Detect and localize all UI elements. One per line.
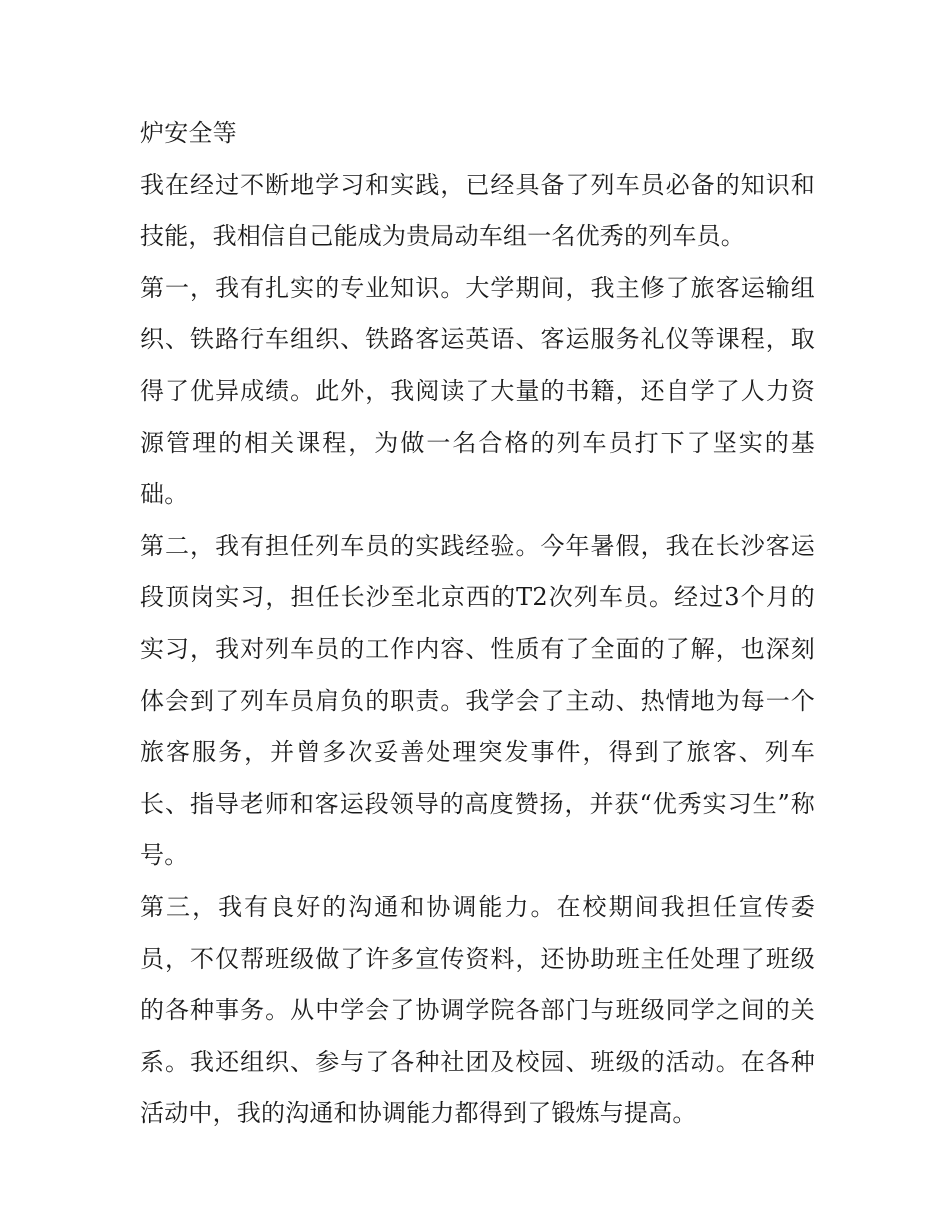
paragraph-first-point: 第一，我有扎实的专业知识。大学期间，我主修了旅客运输组织、铁路行车组织、铁路客运英语、客运服务礼仪等课程，取得了优异成绩。此外，我阅读了大量的书籍，还自学了人力资源管理的相关课程，为做一名合格的列车员打下了坚实的基础。 bbox=[140, 273, 815, 509]
paragraph-continuation: 炉安全等 bbox=[140, 119, 237, 147]
document-body bbox=[140, 108, 815, 1140]
paragraph-third-point: 第三，我有良好的沟通和协调能力。在校期间我担任宣传委员，不仅帮班级做了许多宣传资料，还协助班主任处理了班级的各种事务。从中学会了协调学院各部门与班级同学之间的关系。我还组织、参与了各种社团及校园、班级的活动。在各种活动中，我的沟通和协调能力都得到了锻炼与提高。 bbox=[140, 892, 815, 1128]
paragraph-second-point: 第二，我有担任列车员的实践经验。今年暑假，我在长沙客运段顶岗实习，担任长沙至北京西的T2次列车员。经过3个月的实习，我对列车员的工作内容、性质有了全面的了解，也深刻体会到了列车员肩负的职责。我学会了主动、热情地为每一个旅客服务，并曾多次妥善处理突发事件，得到了旅客、列车长、指导老师和客运段领导的高度赞扬，并获“优秀实习生”称号。 bbox=[140, 531, 815, 870]
paragraph-intro: 我在经过不断地学习和实践，已经具备了列车员必备的知识和技能，我相信自己能成为贵局动车组一名优秀的列车员。 bbox=[140, 170, 815, 251]
